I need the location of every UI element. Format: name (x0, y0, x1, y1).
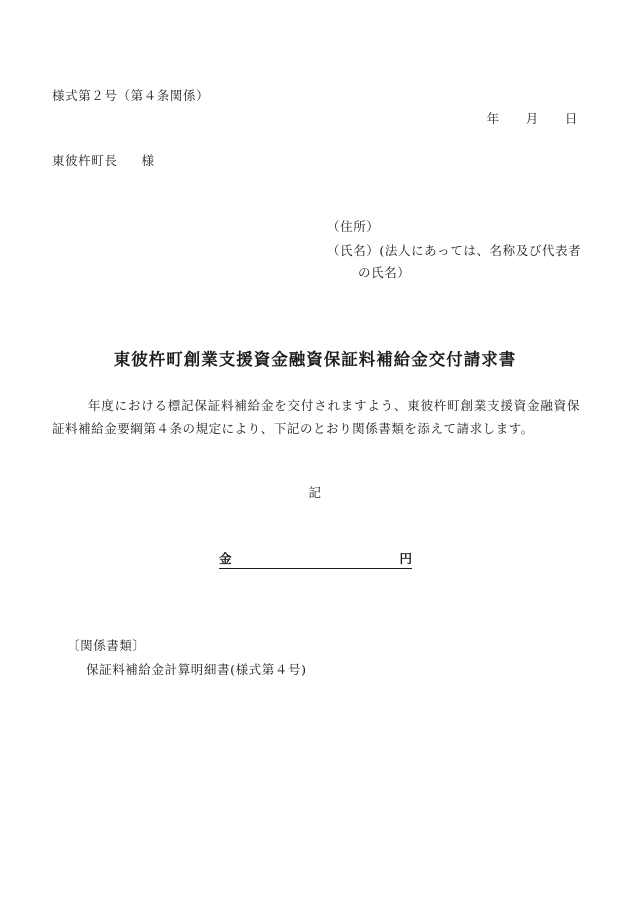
related-docs-heading: 〔関係書類〕 (67, 638, 146, 653)
related-docs-item: 保証料補給金計算明細書(様式第４号) (86, 662, 307, 677)
date-day: 日 (564, 111, 578, 126)
addressee-name: 東彼杵町長 (52, 153, 118, 168)
applicant-address-label: （住所） (327, 219, 380, 234)
applicant-name-label: （氏名）(法人にあっては、名称及び代表者 (327, 243, 582, 258)
amount-prefix: 金 (219, 551, 232, 566)
applicant-name-label-cont: の氏名） (358, 265, 411, 280)
request-body-text: 年度における標記保証料補給金を交付されますよう、東彼杵町創業支援資金融資保証料補給金要綱第４条の規定により、下記のとおり関係書類を添えて請求します。 (52, 398, 580, 436)
amount-suffix: 円 (399, 551, 412, 566)
addressee-honorific: 様 (141, 153, 155, 168)
document-title: 東彼杵町創業支援資金融資保証料補給金交付請求書 (113, 350, 517, 369)
amount-line (219, 549, 412, 569)
date-year: 年 (486, 111, 500, 126)
ki-label: 記 (308, 485, 322, 500)
date-line (487, 109, 578, 127)
date-month: 月 (525, 111, 539, 126)
form-number: 様式第２号（第４条関係） (52, 88, 210, 103)
addressee (52, 151, 155, 169)
